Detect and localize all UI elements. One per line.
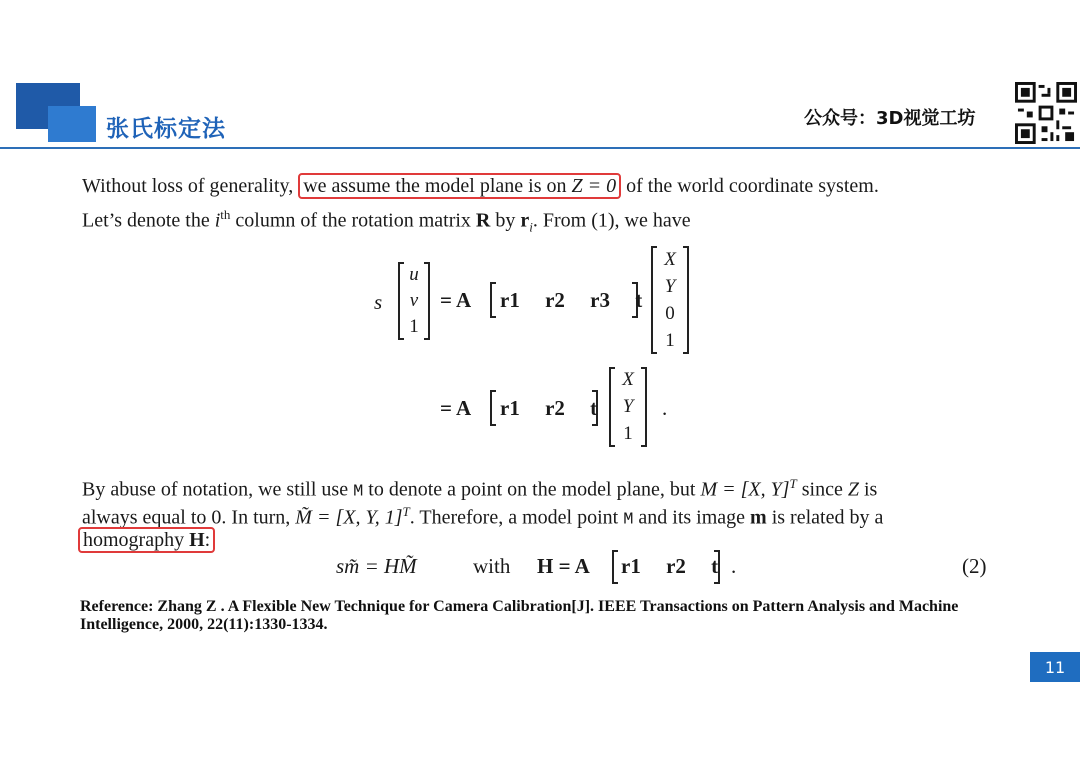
vec-u: u	[409, 264, 419, 285]
account-name: 公众号：3D视觉工坊	[804, 108, 976, 129]
text: is related by a	[766, 506, 884, 529]
page-number: 11	[1030, 652, 1080, 682]
vec-1: 1	[409, 316, 419, 337]
superscript-T: T	[402, 504, 410, 519]
eq2-rt-columns: r1 r2 t	[500, 396, 598, 420]
equation-M-tilde: M̃ = [X, Y, 1]	[295, 506, 403, 529]
symbol-r: r	[520, 209, 530, 232]
subscript: i	[529, 219, 533, 235]
text: always equal to 0. In turn,	[82, 506, 296, 529]
eq1-uv1-vector	[398, 262, 430, 340]
vec-Y: Y	[622, 395, 634, 417]
eq3-with: with	[473, 554, 511, 578]
vec-Y: Y	[664, 275, 676, 297]
header-decor-light-square	[48, 106, 96, 142]
symbol-R: R	[475, 209, 491, 232]
paragraph-1-line-2	[82, 201, 691, 242]
eq2-XY1-vector	[609, 367, 647, 447]
vec-1: 1	[665, 329, 675, 351]
equation-z-zero: Z = 0	[571, 175, 617, 197]
eq2-period: .	[662, 396, 668, 420]
text: we assume the model plane is on	[303, 175, 572, 197]
text: of the world coordinate system.	[621, 175, 879, 197]
eq1-equals-A: = A	[440, 288, 472, 312]
vec-X: X	[622, 369, 634, 391]
text: . Therefore, a model point	[409, 506, 624, 529]
highlight-box-assumption	[298, 173, 621, 199]
symbol-H: H	[189, 529, 205, 551]
symbol-i: i	[214, 209, 221, 232]
superscript: th	[220, 207, 231, 222]
equation-M: M = [X, Y]	[700, 478, 790, 501]
text: Without loss of generality,	[82, 175, 294, 197]
eq1-XY01-vector	[651, 246, 689, 354]
eq3-rhs: H = A	[537, 554, 590, 578]
reference-citation: Reference: Zhang Z . A Flexible New Technique for Camera Calibration[J]. IEEE Transactions on Pattern Analysis and Machine Intelligence, 2000, 22(11):1330-1334.	[80, 598, 959, 633]
header-divider	[0, 147, 1080, 149]
paragraph-2-line-3	[78, 526, 215, 554]
text: . From (1), we have	[532, 209, 691, 232]
eq3-period: .	[731, 554, 737, 578]
vec-1: 1	[623, 422, 633, 444]
highlight-box-homography	[78, 527, 215, 553]
superscript-T: T	[789, 476, 797, 491]
text: since	[796, 478, 848, 501]
text: to denote a point on the model plane, but	[363, 478, 701, 501]
text: :	[204, 529, 211, 551]
text: is	[858, 478, 878, 501]
vec-X: X	[664, 248, 676, 270]
paragraph-1-line-1	[82, 172, 879, 200]
eq3-rt-columns: r1 r2 t	[621, 554, 719, 578]
symbol-Z: Z	[847, 478, 859, 501]
eq2-equals-A: = A	[440, 396, 472, 420]
text: by	[490, 209, 521, 232]
text: Let’s denote the	[82, 209, 215, 232]
text: column of the rotation matrix	[230, 209, 476, 232]
eq1-scale-s: s	[374, 290, 383, 314]
eq1-rt-columns: r1 r2 r3 t	[500, 288, 643, 312]
text: By abuse of notation, we still use	[82, 478, 354, 501]
text: homography	[83, 529, 190, 551]
eq3-lhs: sm̃ = HM̃	[336, 554, 417, 578]
eq3-number: (2)	[962, 554, 987, 578]
vec-0: 0	[665, 302, 675, 324]
symbol-m: m	[750, 506, 767, 529]
symbol-M: M	[623, 510, 634, 530]
slide-title: 张氏标定法	[106, 116, 226, 142]
qr-code-icon	[1015, 82, 1077, 144]
vec-v: v	[409, 290, 419, 311]
symbol-M: M	[353, 482, 364, 502]
text: and its image	[633, 506, 751, 529]
